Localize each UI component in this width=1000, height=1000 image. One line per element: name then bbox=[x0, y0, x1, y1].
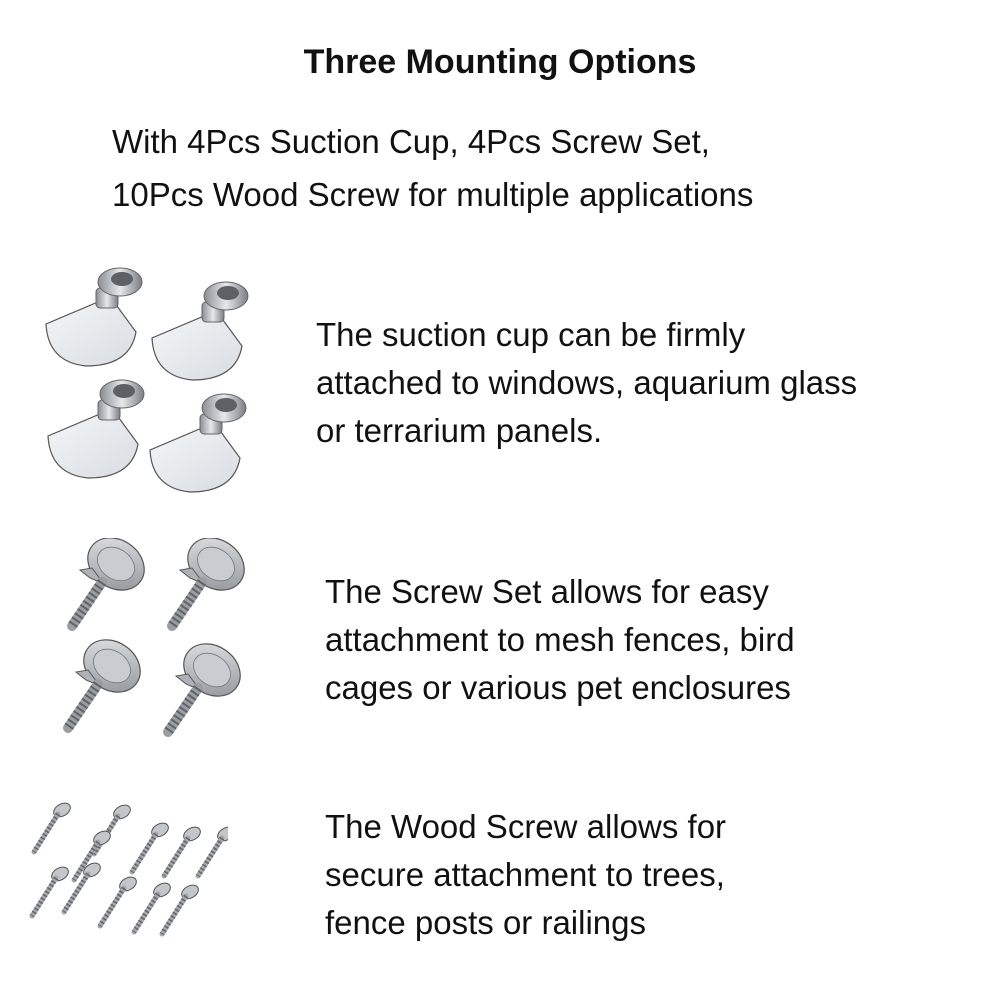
suction-cup-line-2: attached to windows, aquarium glass bbox=[316, 364, 858, 401]
wood-screws-icon bbox=[28, 800, 228, 950]
suction-cup-line-3: or terrarium panels. bbox=[316, 412, 603, 449]
suction-cup-description bbox=[316, 311, 857, 455]
subtitle bbox=[112, 115, 753, 221]
wood-screw-line-3: fence posts or railings bbox=[325, 904, 646, 941]
page-title: Three Mounting Options bbox=[303, 43, 697, 81]
suction-cups-icon bbox=[38, 262, 260, 498]
screw-set-line-1: The Screw Set allows for easy bbox=[325, 573, 769, 610]
screw-set-line-2: attachment to mesh fences, bird bbox=[325, 621, 795, 658]
wood-screw-description bbox=[325, 803, 726, 947]
wood-screw-line-2: secure attachment to trees, bbox=[325, 856, 725, 893]
suction-cup-line-1: The suction cup can be firmly bbox=[316, 316, 746, 353]
subtitle-line-2: 10Pcs Wood Screw for multiple applications bbox=[112, 176, 754, 213]
subtitle-line-1: With 4Pcs Suction Cup, 4Pcs Screw Set, bbox=[112, 123, 710, 160]
screw-set-description bbox=[325, 568, 795, 712]
wood-screw-line-1: The Wood Screw allows for bbox=[325, 808, 727, 845]
screw-set-line-3: cages or various pet enclosures bbox=[325, 669, 791, 706]
screw-set-icon bbox=[54, 538, 260, 744]
